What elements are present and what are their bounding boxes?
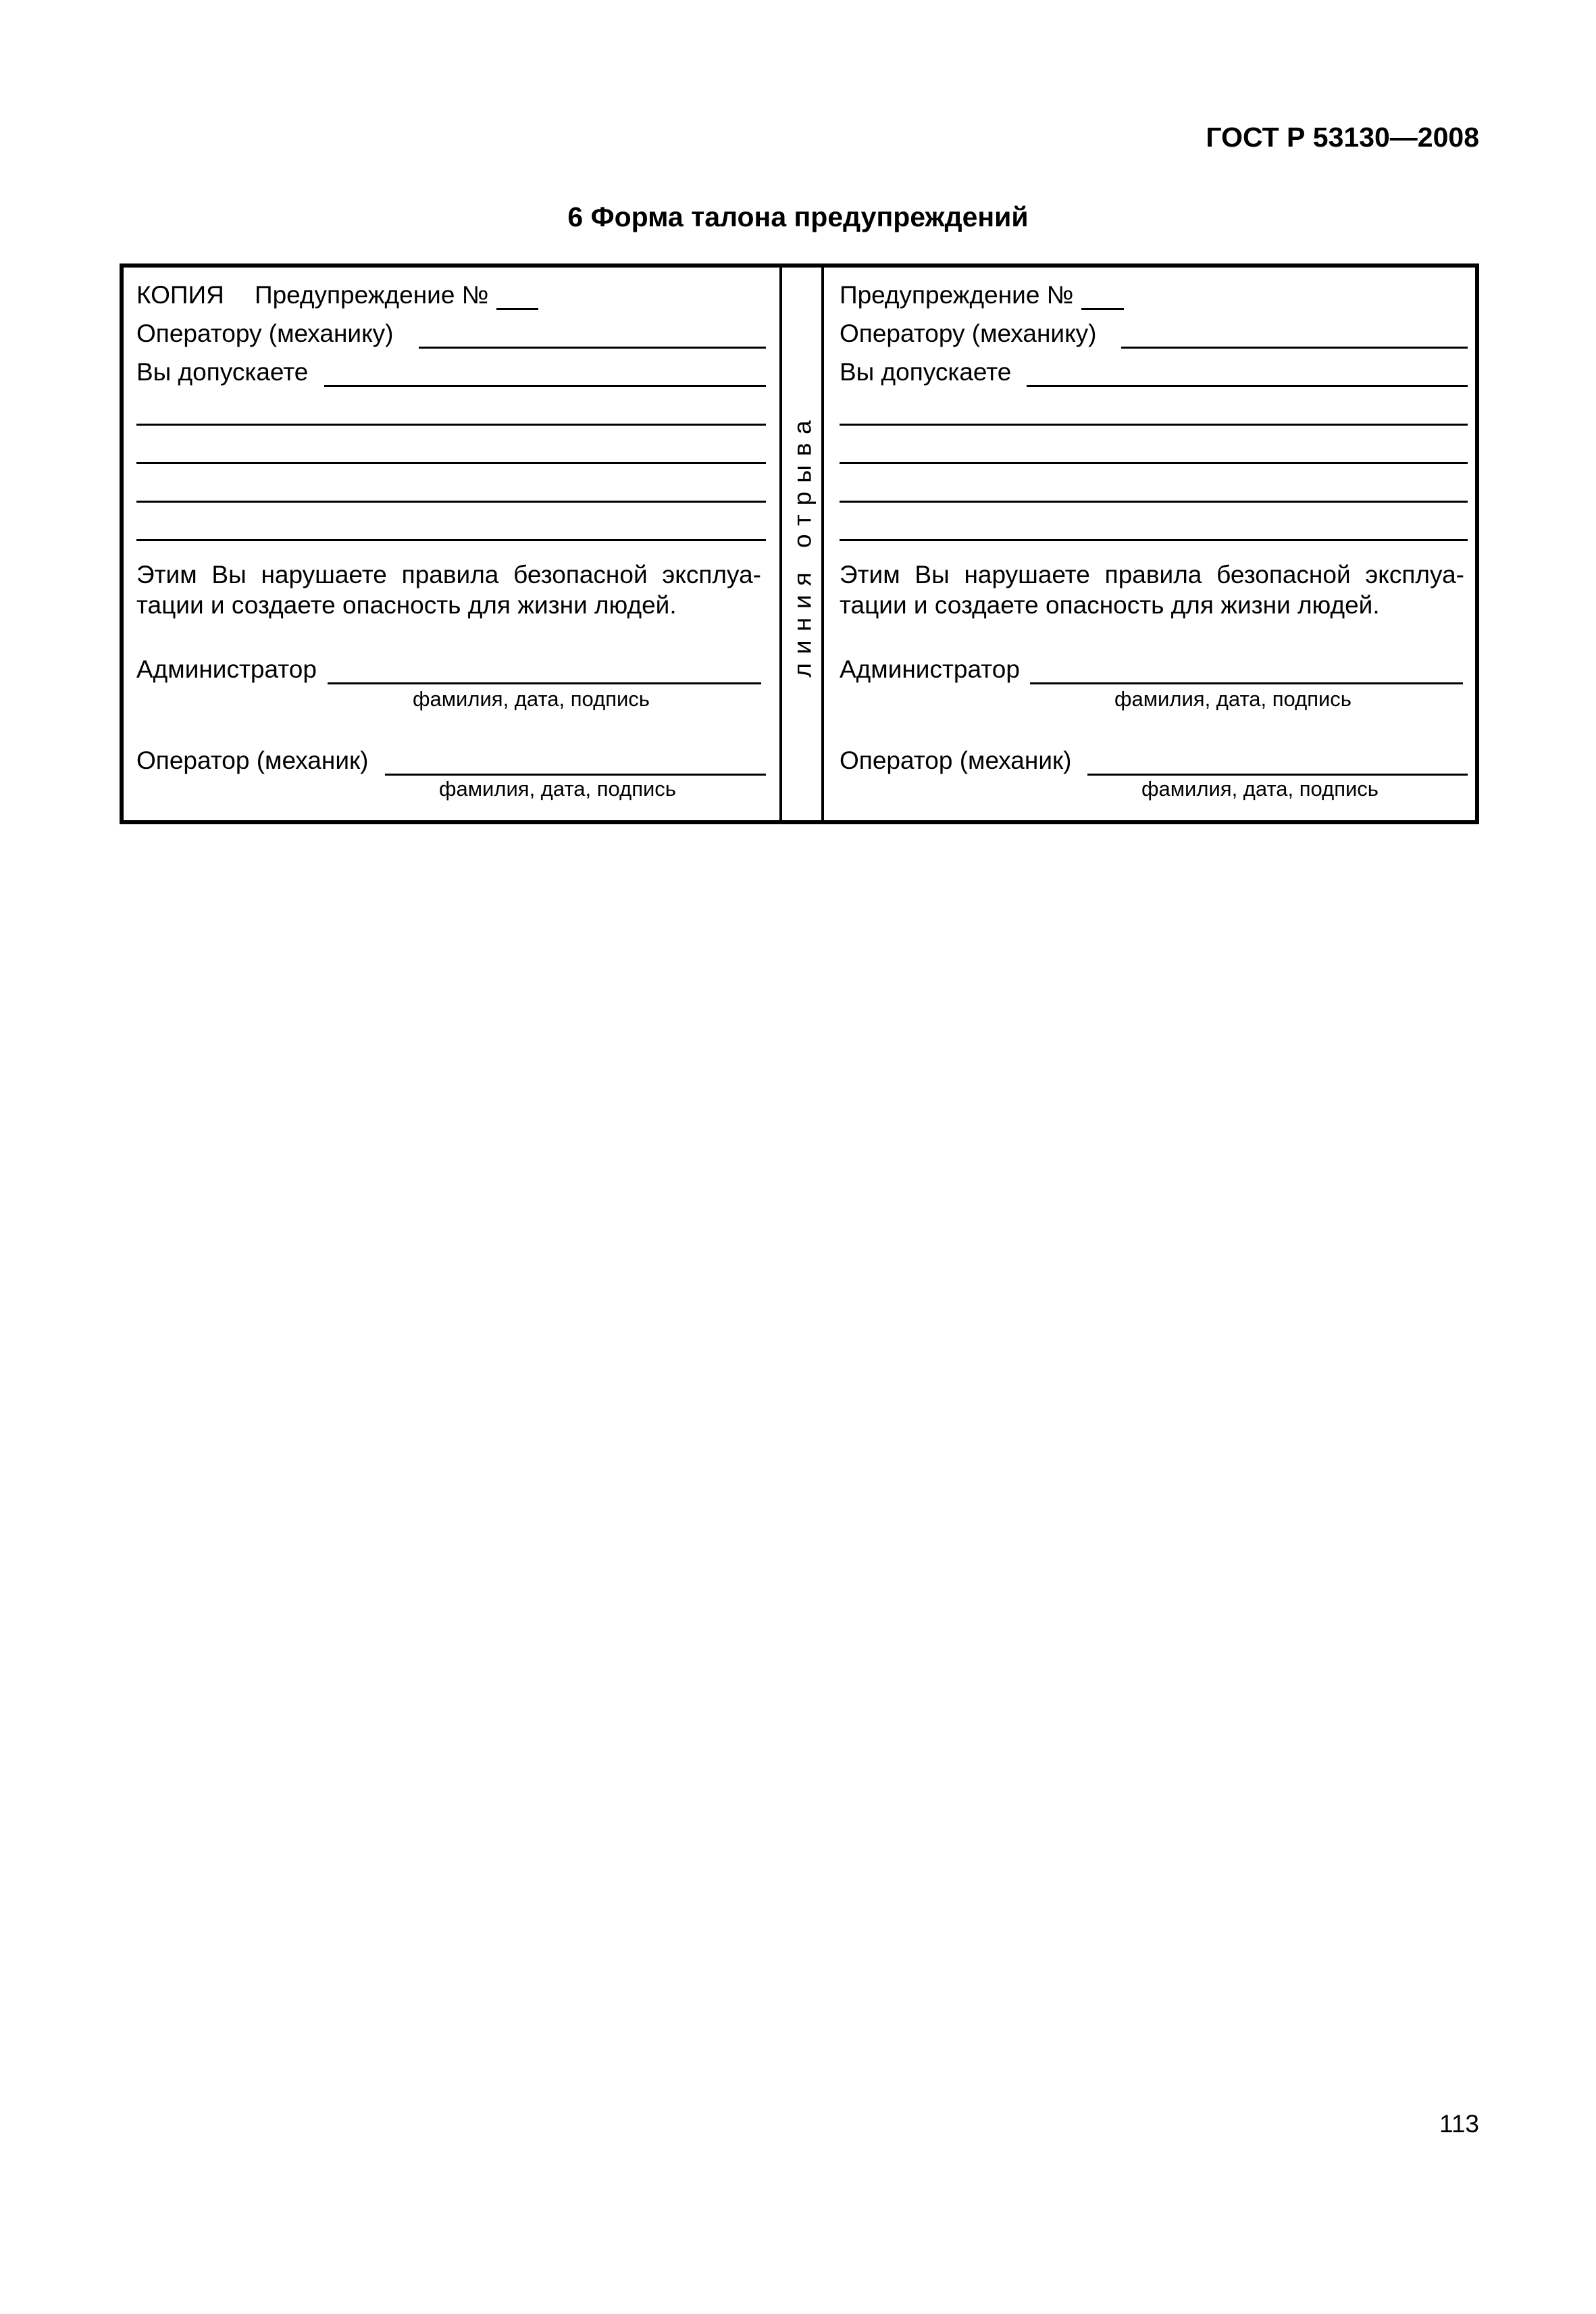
violation-statement: Этим Вы нарушаете правила безопасной эксплуа-тации и создаете опасность для жизни людей. (840, 561, 1464, 619)
administrator-caption: фамилия, дата, подпись (413, 687, 650, 711)
violation-line[interactable] (840, 539, 1468, 541)
administrator-label: Администратор (136, 655, 317, 683)
warning-ticket-form (120, 263, 1479, 824)
violation-line[interactable] (136, 462, 766, 464)
tear-column-border-right (821, 268, 824, 820)
violation-field[interactable] (324, 385, 766, 387)
operator-signature-label: Оператор (механик) (136, 747, 369, 774)
tear-line-column (784, 411, 821, 678)
operator-signature-field[interactable] (385, 774, 766, 776)
operator-signature-field[interactable] (1087, 774, 1468, 776)
violation-line[interactable] (840, 462, 1468, 464)
operator-name-field[interactable] (1121, 347, 1468, 349)
violation-label: Вы допускаете (840, 358, 1012, 386)
violation-line[interactable] (840, 501, 1468, 503)
administrator-caption: фамилия, дата, подпись (1114, 687, 1352, 711)
violation-line[interactable] (840, 424, 1468, 426)
tear-column-border-left (779, 268, 782, 820)
operator-signature-caption: фамилия, дата, подпись (439, 777, 676, 801)
violation-line[interactable] (136, 424, 766, 426)
operator-signature-caption: фамилия, дата, подпись (1141, 777, 1379, 801)
operator-signature-label: Оператор (механик) (840, 747, 1072, 774)
page-number: 113 (1439, 2110, 1479, 2138)
operator-name-field[interactable] (419, 347, 766, 349)
copy-part (136, 268, 766, 820)
operator-label: Оператору (механику) (840, 320, 1097, 347)
violation-line[interactable] (136, 501, 766, 503)
warning-number-label: Предупреждение № (255, 281, 489, 309)
copy-label: КОПИЯ (136, 281, 224, 309)
document-header: ГОСТ Р 53130—2008 (1206, 122, 1479, 153)
tear-line-label: линия отрыва (788, 411, 817, 678)
warning-number-label: Предупреждение № (840, 281, 1074, 309)
operator-label: Оператору (механику) (136, 320, 394, 347)
violation-label: Вы допускаете (136, 358, 309, 386)
warning-number-field[interactable] (1081, 308, 1124, 310)
warning-number-field[interactable] (496, 308, 538, 310)
section-title: 6 Форма талона предупреждений (567, 201, 1029, 232)
violation-statement: Этим Вы нарушаете правила безопасной эксплуа-тации и создаете опасность для жизни людей. (136, 561, 761, 619)
issued-part (840, 268, 1468, 820)
violation-field[interactable] (1027, 385, 1468, 387)
violation-line[interactable] (136, 539, 766, 541)
administrator-signature-field[interactable] (1030, 682, 1463, 684)
administrator-signature-field[interactable] (328, 682, 761, 684)
administrator-label: Администратор (840, 655, 1020, 683)
